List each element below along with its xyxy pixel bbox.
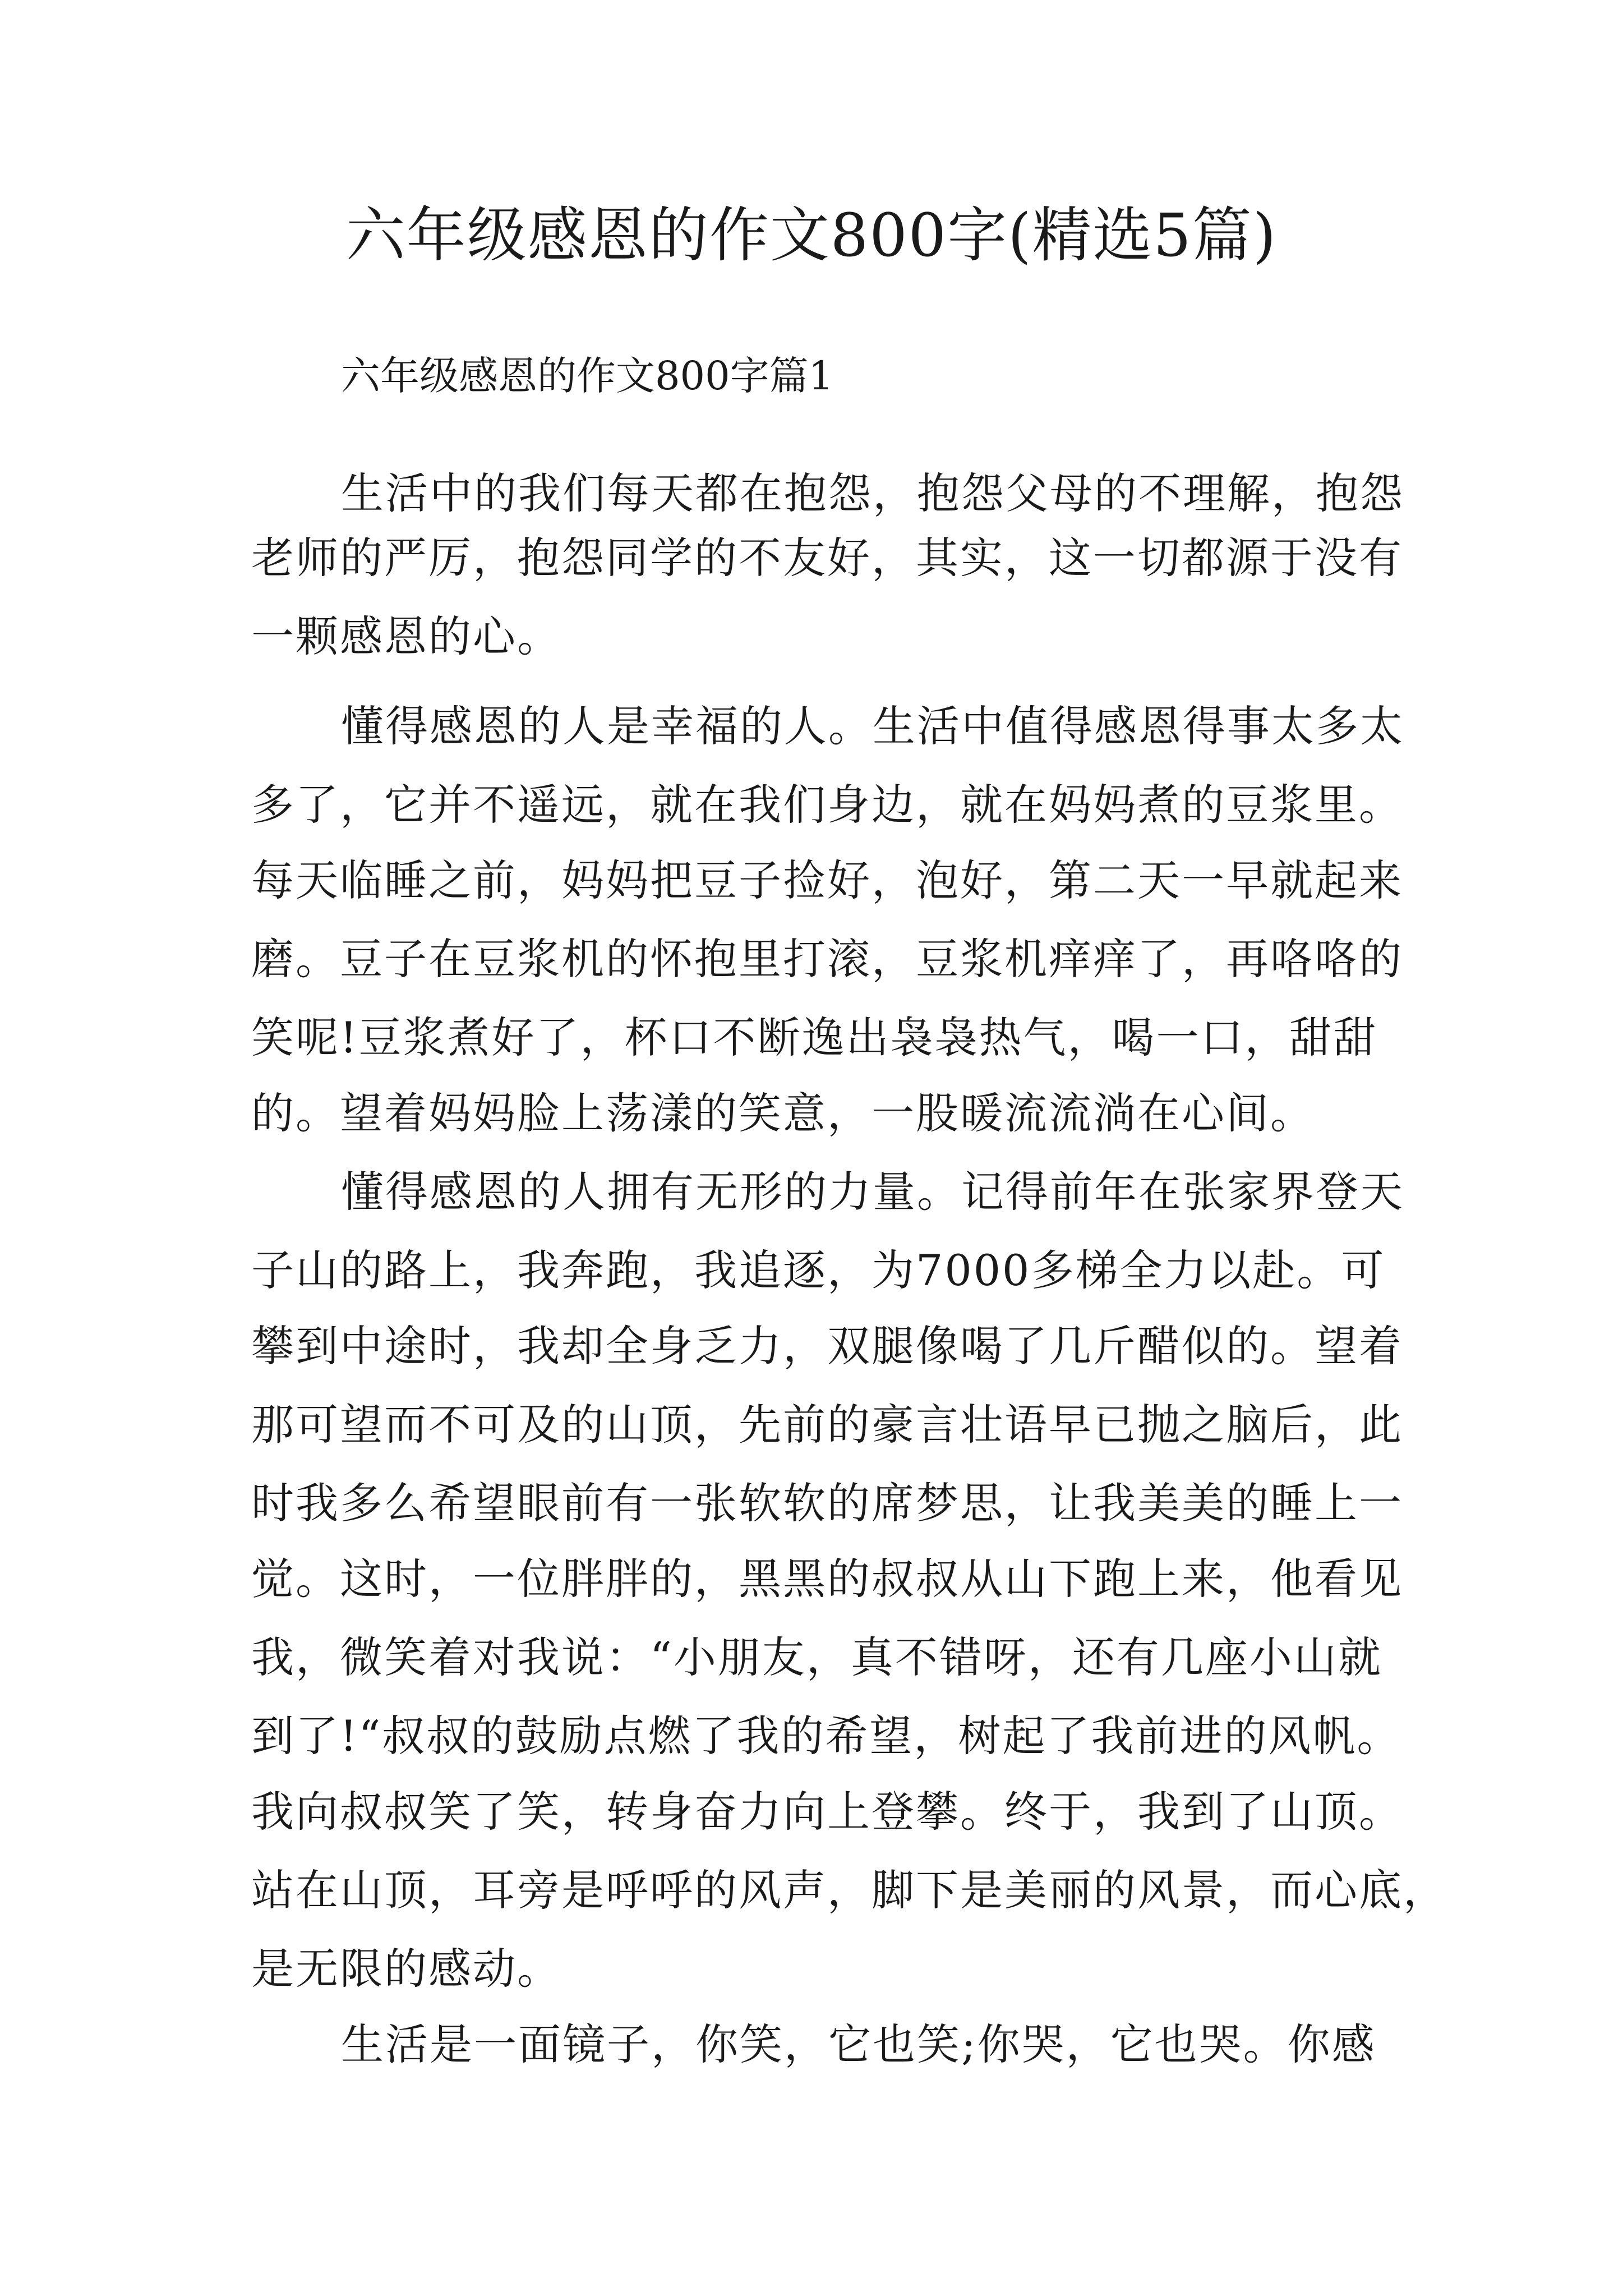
paragraph-1-line-3: 一颗感恩的心。 bbox=[251, 611, 561, 661]
paragraph-3-line-6: 觉。这时，一位胖胖的，黑黑的叔叔从山下跑上来，他看见 bbox=[251, 1554, 1403, 1604]
paragraph-3-line-2: 子山的路上，我奔跑，我追逐，为7000多梯全力以赴。可 bbox=[251, 1245, 1386, 1295]
paragraph-2-line-2: 多了，它并不遥远，就在我们身边，就在妈妈煮的豆浆里。 bbox=[251, 780, 1403, 830]
paragraph-4-line-1: 生活是一面镜子，你笑，它也笑;你哭，它也哭。你感 bbox=[341, 2019, 1376, 2069]
paragraph-3-line-10: 站在山顶，耳旁是呼呼的风声，脚下是美丽的风景，而心底， bbox=[251, 1865, 1447, 1915]
section-heading: 六年级感恩的作文800字篇1 bbox=[341, 353, 834, 399]
paragraph-2-line-6: 的。望着妈妈脸上荡漾的笑意，一股暖流流淌在心间。 bbox=[251, 1088, 1315, 1138]
paragraph-3-line-5: 时我多么希望眼前有一张软软的席梦思，让我美美的睡上一 bbox=[251, 1478, 1403, 1528]
paragraph-2-line-3: 每天临睡之前，妈妈把豆子捡好，泡好，第二天一早就起来 bbox=[251, 855, 1403, 905]
paragraph-3-line-4: 那可望而不可及的山顶，先前的豪言壮语早已抛之脑后，此 bbox=[251, 1400, 1403, 1450]
paragraph-1-line-2: 老师的严厉，抱怨同学的不友好，其实，这一切都源于没有 bbox=[251, 533, 1403, 583]
document-title: 六年级感恩的作文800字(精选5篇) bbox=[345, 201, 1278, 270]
paragraph-2-line-5: 笑呢!豆浆煮好了，杯口不断逸出袅袅热气，喝一口，甜甜 bbox=[251, 1013, 1378, 1062]
paragraph-2-line-1: 懂得感恩的人是幸福的人。生活中值得感恩得事太多太 bbox=[341, 701, 1404, 751]
paragraph-3-line-11: 是无限的感动。 bbox=[251, 1944, 561, 1994]
paragraph-2-line-4: 磨。豆子在豆浆机的怀抱里打滚，豆浆机痒痒了，再咯咯的 bbox=[251, 934, 1403, 984]
paragraph-3-line-7: 我，微笑着对我说：“小朋友，真不错呀，还有几座小山就 bbox=[251, 1632, 1382, 1682]
paragraph-3-line-9: 我向叔叔笑了笑，转身奋力向上登攀。终于，我到了山顶。 bbox=[251, 1787, 1403, 1837]
paragraph-3-line-3: 攀到中途时，我却全身乏力，双腿像喝了几斤醋似的。望着 bbox=[251, 1321, 1403, 1371]
paragraph-3-line-1: 懂得感恩的人拥有无形的力量。记得前年在张家界登天 bbox=[341, 1167, 1404, 1217]
paragraph-1-line-1: 生活中的我们每天都在抱怨，抱怨父母的不理解，抱怨 bbox=[341, 468, 1404, 518]
paragraph-3-line-8: 到了!“叔叔的鼓励点燃了我的希望，树起了我前进的风帆。 bbox=[251, 1711, 1401, 1761]
